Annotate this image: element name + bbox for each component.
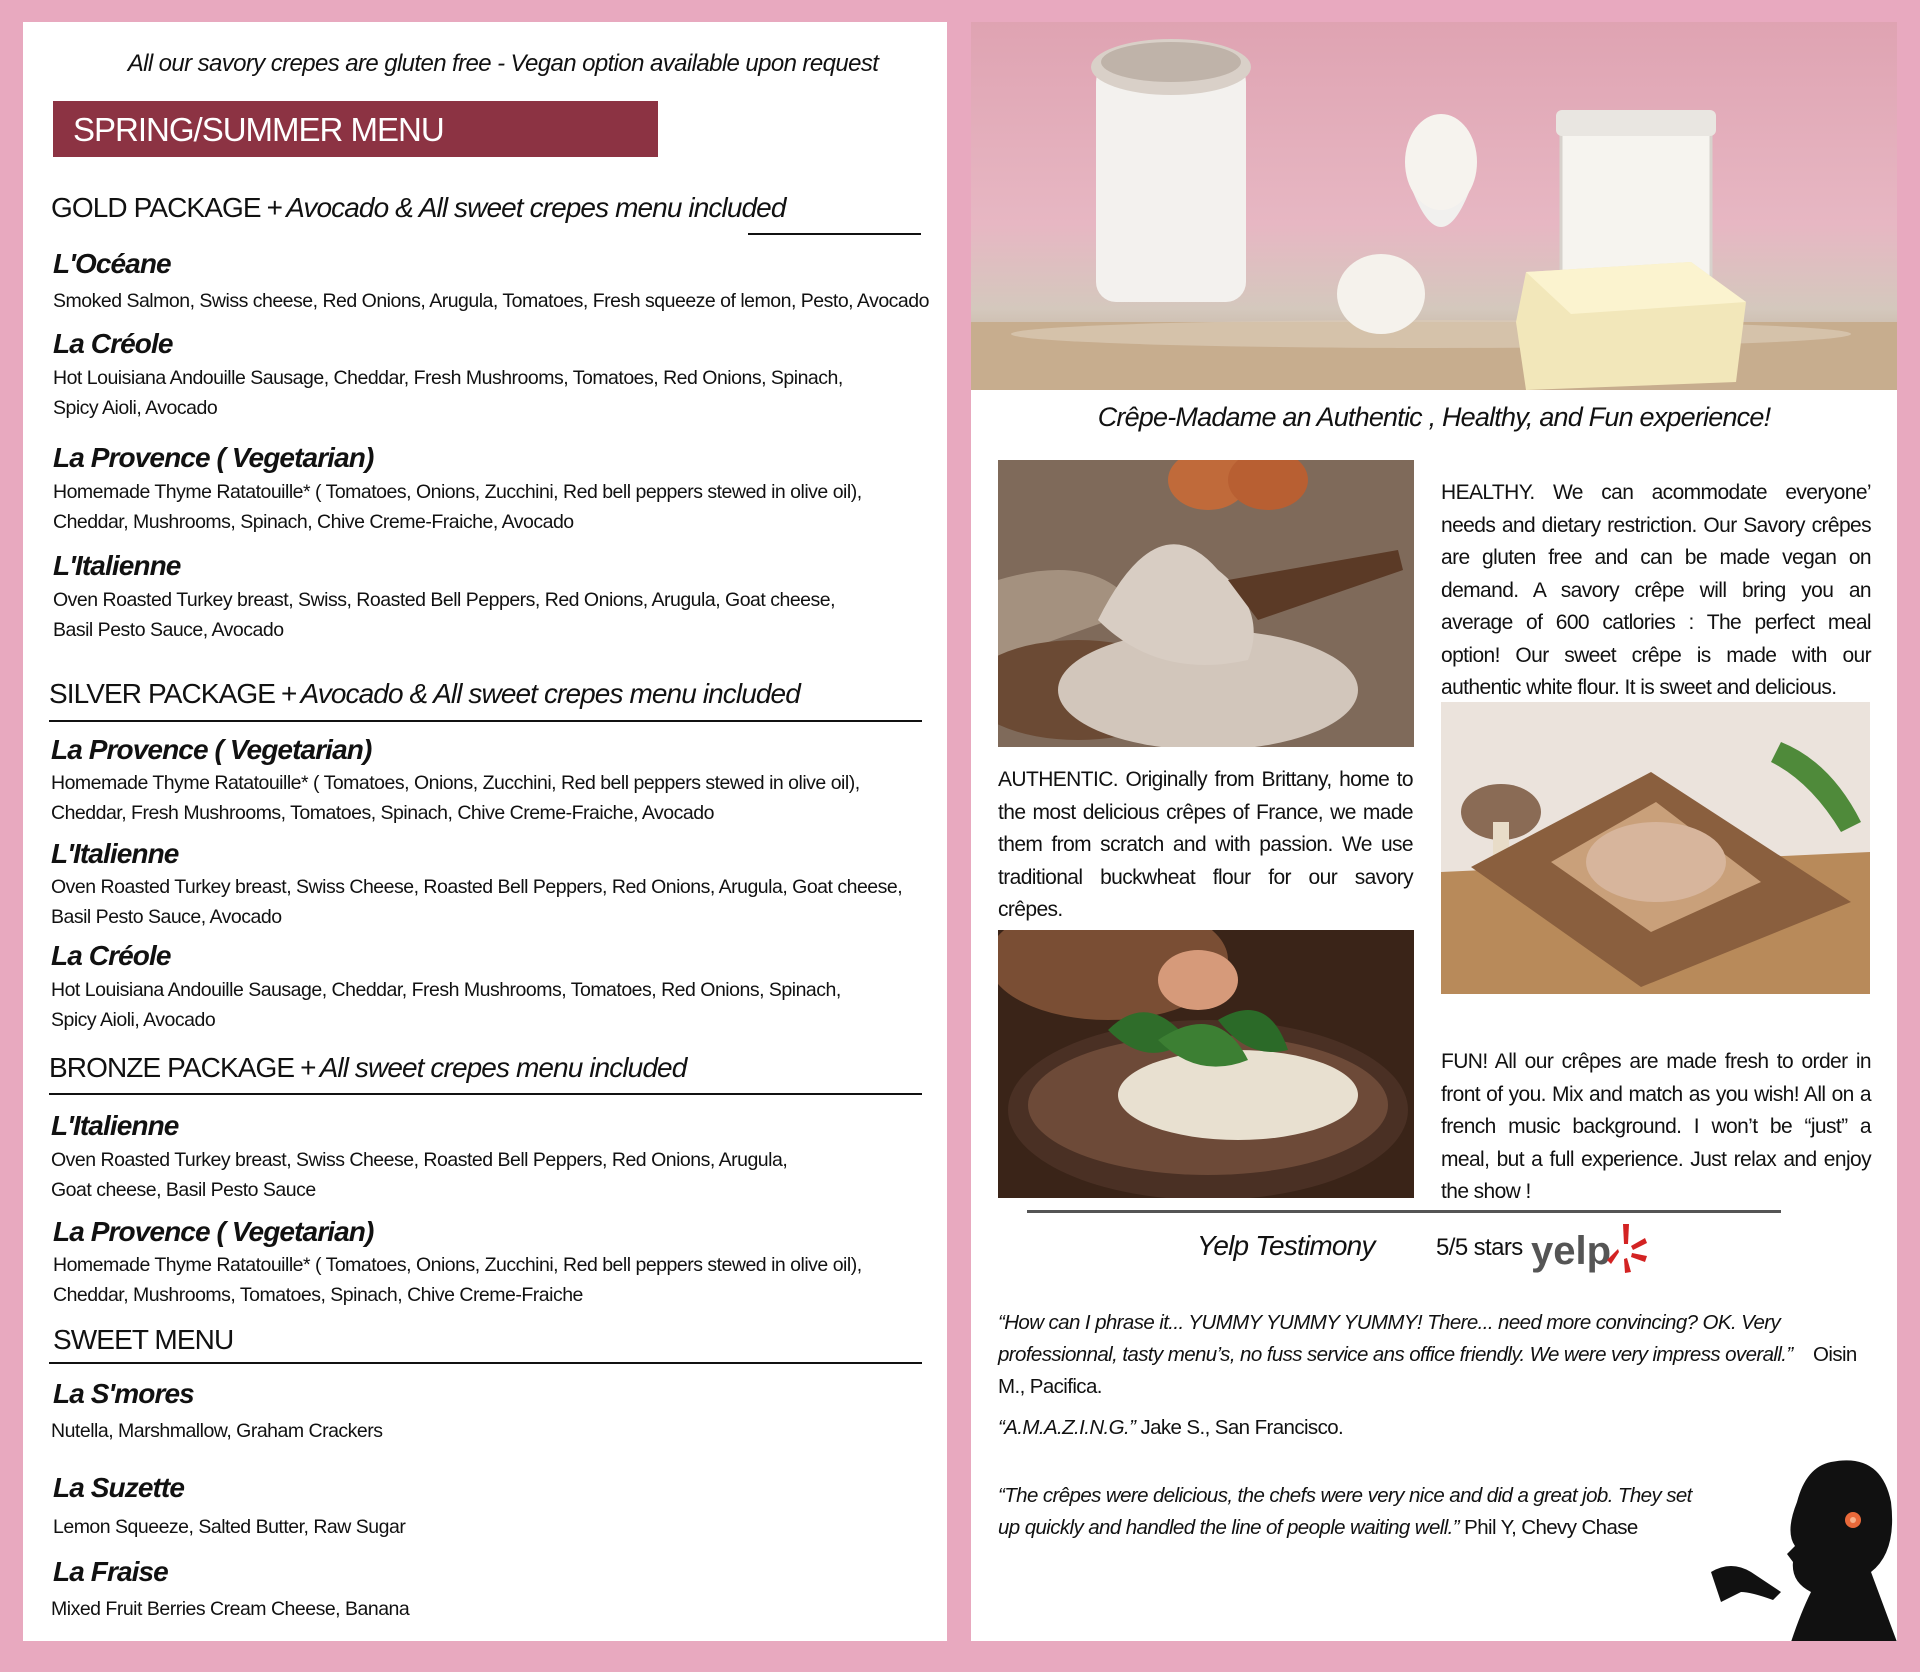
- plus-sign: +: [281, 678, 297, 709]
- testimonial: [998, 1307, 1878, 1403]
- desc-line: Smoked Salmon, Swiss cheese, Red Onions, Arugula, Tomatoes, Fresh squeeze of lemon, Pesto, Avocado: [53, 290, 929, 312]
- yelp-burst-icon: [1607, 1224, 1647, 1273]
- menu-item-desc: [51, 768, 860, 828]
- yelp-testimony-label: Yelp Testimony: [1197, 1230, 1375, 1261]
- menu-item-desc: [51, 1145, 787, 1205]
- testimonial: [998, 1480, 1698, 1544]
- menu-item-name: La Fraise: [53, 1556, 168, 1587]
- package-name: GOLD PACKAGE: [51, 192, 261, 223]
- testimonial-quote: “How can I phrase it... YUMMY YUMMY YUMMY! There... need more convincing? OK. Very professionnal, tasty menu’s, no fuss service ans office friendly. We were very impress overall.”: [998, 1311, 1793, 1366]
- galette-photo: [1441, 702, 1870, 994]
- menu-item-name: L'Italienne: [51, 838, 179, 869]
- desc-line: Oven Roasted Turkey breast, Swiss Cheese, Roasted Bell Peppers, Red Onions, Arugula, Goat cheese,: [51, 876, 903, 898]
- caption: Crêpe-Madame an Authentic , Healthy, and Fun experience!: [1097, 402, 1771, 432]
- testimonial-quote: “The crêpes were delicious, the chefs were very nice and did a great job. They set up quickly and handled the line of people waiting well.”: [998, 1484, 1692, 1539]
- fun-text: FUN! All our crêpes are made fresh to order in front of you. Mix and match as you wish! All on a french music background. I won’t be “just” a meal, but a full experience. Just relax and enjoy the show !: [1441, 1050, 1871, 1203]
- testimonial-author: Phil Y, Chevy Chase: [1464, 1516, 1638, 1539]
- flour-photo: [998, 460, 1414, 747]
- plus-sign: +: [266, 192, 283, 223]
- desc-line: Basil Pesto Sauce, Avocado: [53, 619, 284, 641]
- menu-item-desc: [53, 286, 929, 316]
- tagline: All our savory crepes are gluten free - Vegan option available upon request: [127, 50, 879, 77]
- testimonial-author: Oisin M., Pacifica.: [998, 1343, 1857, 1398]
- menu-item-name: La Provence ( Vegetarian): [53, 1216, 374, 1247]
- desc-line: Goat cheese, Basil Pesto Sauce: [51, 1179, 316, 1201]
- testimonial: [998, 1412, 1878, 1444]
- desc-line: Hot Louisiana Andouille Sausage, Cheddar, Fresh Mushrooms, Tomatoes, Red Onions, Spinach,: [51, 979, 841, 1001]
- menu-item-desc: [51, 872, 902, 932]
- desc-line: Homemade Thyme Ratatouille* ( Tomatoes, Onions, Zucchini, Red bell peppers stewed in olive oil),: [53, 481, 862, 503]
- silver-package-header: [49, 678, 800, 710]
- divider: [1027, 1210, 1781, 1213]
- authentic-text: AUTHENTIC. Originally from Brittany, home to the most delicious crêpes of France, we made them from scratch and with passion. We use traditional buckwheat flour for our savory crêpes.: [998, 768, 1413, 921]
- testimonial-quote: “A.M.A.Z.I.N.G.”: [998, 1416, 1136, 1439]
- divider: [49, 720, 922, 722]
- menu-item-name: L'Italienne: [53, 550, 181, 581]
- menu-item-name: L'Océane: [53, 248, 171, 279]
- ingredients-photo: [971, 22, 1897, 390]
- package-name: SILVER PACKAGE: [49, 678, 276, 709]
- desc-line: Spicy Aioli, Avocado: [51, 1009, 216, 1031]
- menu-item-desc: [53, 477, 862, 537]
- menu-item-desc: Mixed Fruit Berries Cream Cheese, Banana: [51, 1598, 410, 1620]
- menu-item-name: La Créole: [51, 940, 171, 971]
- package-extra: Avocado & All sweet crepes menu included: [286, 192, 786, 223]
- desc-line: Spicy Aioli, Avocado: [53, 397, 218, 419]
- divider: [49, 1093, 922, 1095]
- package-extra: Avocado & All sweet crepes menu included: [300, 678, 800, 709]
- spinach-photo: [998, 930, 1414, 1198]
- menu-item-name: La Provence ( Vegetarian): [53, 442, 374, 473]
- desc-line: Oven Roasted Turkey breast, Swiss, Roasted Bell Peppers, Red Onions, Arugula, Goat cheese,: [53, 589, 836, 611]
- menu-item-name: La Créole: [53, 328, 173, 359]
- desc-line: Basil Pesto Sauce, Avocado: [51, 906, 282, 928]
- gold-package-header: [51, 192, 786, 224]
- crepe-madame-silhouette-logo: [1711, 1442, 1897, 1641]
- menu-item-desc: [51, 975, 841, 1035]
- package-extra: All sweet crepes menu included: [319, 1052, 687, 1083]
- menu-item-name: La S'mores: [53, 1378, 194, 1409]
- yelp-logo-text: yelp: [1531, 1229, 1612, 1273]
- menu-item-desc: Lemon Squeeze, Salted Butter, Raw Sugar: [53, 1516, 406, 1538]
- healthy-text: HEALTHY. We can acommodate everyone’ needs and dietary restriction. Our Savory crêpes are gluten free and can be made vegan on demand. A savory crêpe will bring you an average of 600 catlories : The perfect meal option! Our sweet crêpe is made with our authentic white flour. It is sweet and delicious.: [1441, 481, 1871, 699]
- menu-panel: [23, 22, 947, 1641]
- bronze-package-header: [49, 1052, 686, 1084]
- desc-line: Homemade Thyme Ratatouille* ( Tomatoes, Onions, Zucchini, Red bell peppers stewed in olive oil),: [53, 1254, 862, 1276]
- desc-line: Cheddar, Mushrooms, Spinach, Chive Creme-Fraiche, Avocado: [53, 511, 574, 533]
- menu-item-desc: [53, 363, 843, 423]
- plus-sign: +: [300, 1052, 316, 1083]
- menu-item-desc: Nutella, Marshmallow, Graham Crackers: [51, 1420, 383, 1442]
- desc-line: Hot Louisiana Andouille Sausage, Cheddar, Fresh Mushrooms, Tomatoes, Red Onions, Spinach,: [53, 367, 843, 389]
- sweet-menu-header: SWEET MENU: [53, 1324, 234, 1355]
- info-panel: [971, 22, 1897, 1641]
- menu-title: SPRING/SUMMER MENU: [73, 111, 444, 148]
- menu-item-desc: [53, 585, 835, 645]
- package-name: BRONZE PACKAGE: [49, 1052, 295, 1083]
- divider: [748, 233, 921, 235]
- desc-line: Oven Roasted Turkey breast, Swiss Cheese, Roasted Bell Peppers, Red Onions, Arugula,: [51, 1149, 788, 1171]
- desc-line: Cheddar, Mushrooms, Tomatoes, Spinach, Chive Creme-Fraiche: [53, 1284, 583, 1306]
- testimonial-author: Jake S., San Francisco.: [1140, 1416, 1344, 1439]
- divider: [49, 1362, 922, 1364]
- yelp-logo: [1531, 1218, 1651, 1278]
- menu-title-bar: [53, 101, 658, 157]
- desc-line: Cheddar, Fresh Mushrooms, Tomatoes, Spinach, Chive Creme-Fraiche, Avocado: [51, 802, 714, 824]
- menu-item-desc: [53, 1250, 862, 1310]
- menu-item-name: La Suzette: [53, 1472, 185, 1503]
- yelp-rating: 5/5 stars: [1436, 1234, 1523, 1261]
- menu-item-name: L'Italienne: [51, 1110, 179, 1141]
- desc-line: Homemade Thyme Ratatouille* ( Tomatoes, Onions, Zucchini, Red bell peppers stewed in olive oil),: [51, 772, 860, 794]
- menu-item-name: La Provence ( Vegetarian): [51, 734, 372, 765]
